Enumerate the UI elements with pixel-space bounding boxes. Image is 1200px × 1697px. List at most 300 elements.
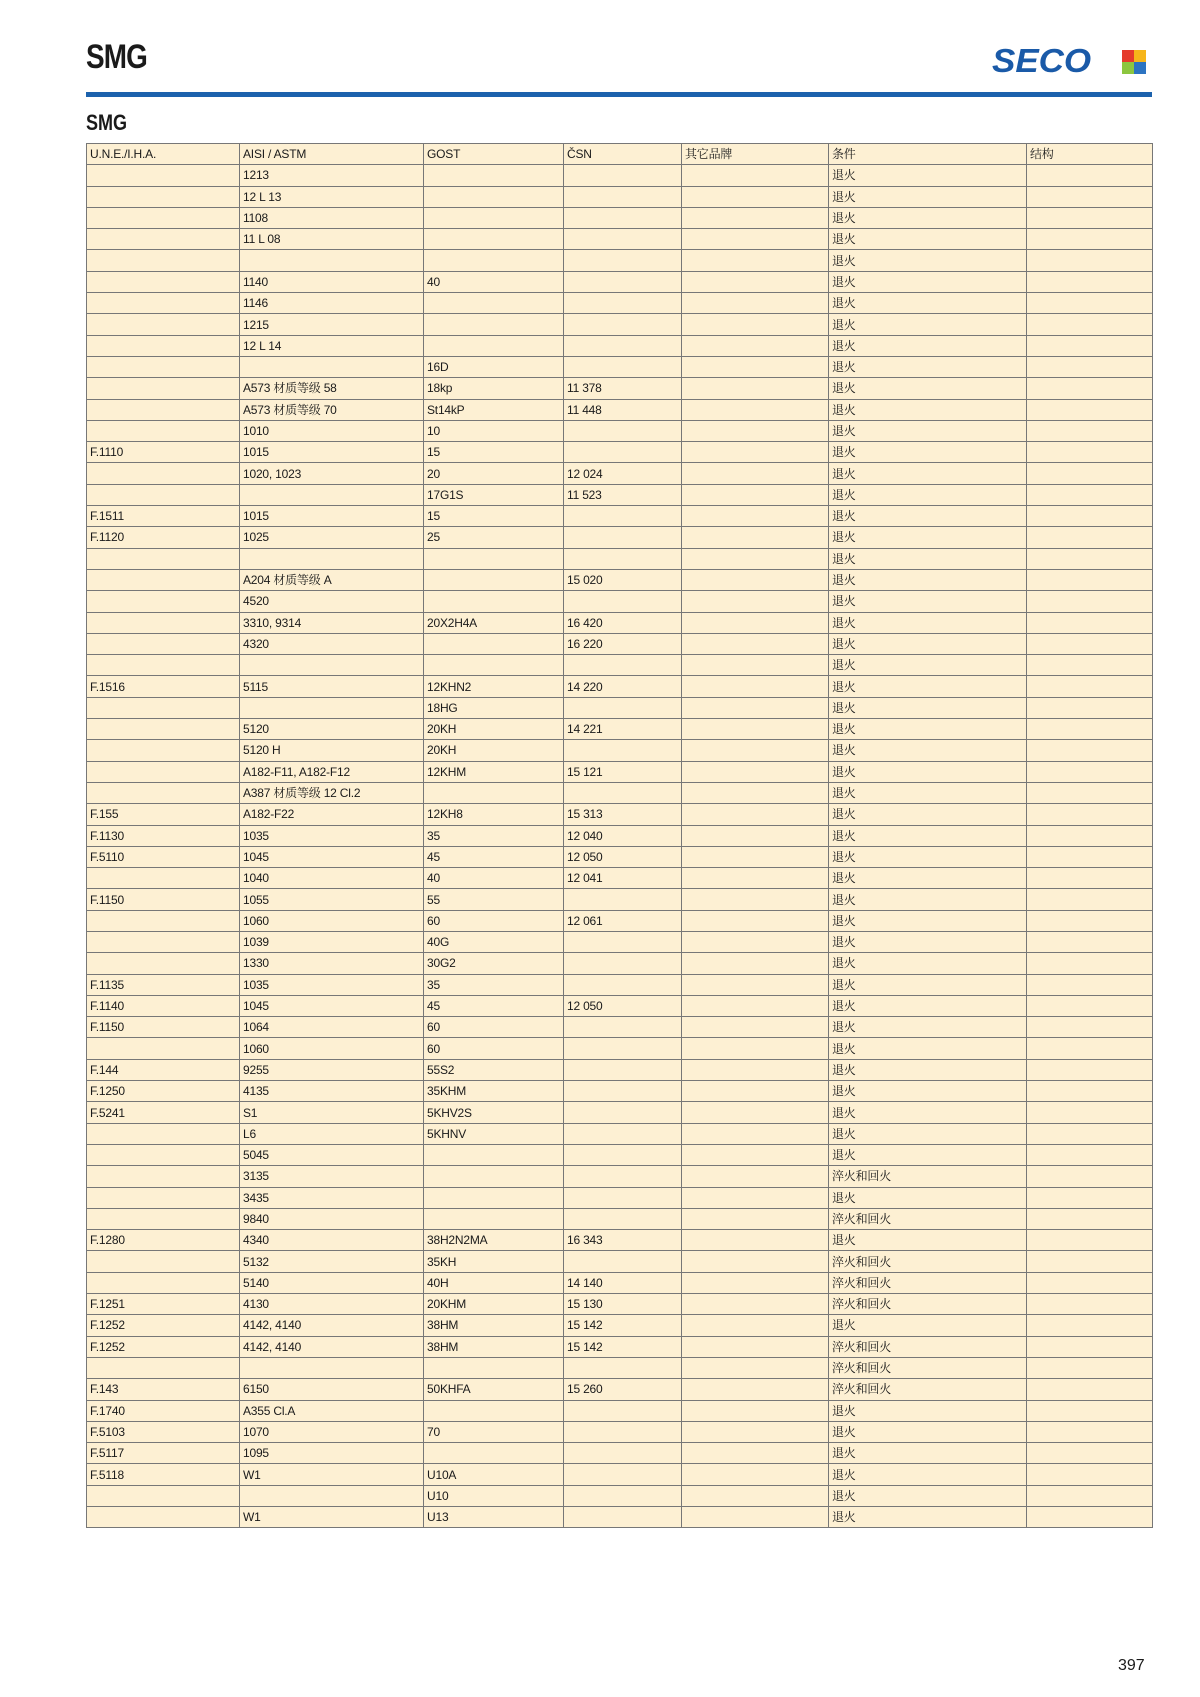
cell-une: F.1252 [87, 1336, 240, 1357]
cell-other-brands [682, 463, 829, 484]
cell-gost: 15 [424, 442, 564, 463]
cell-other-brands [682, 1081, 829, 1102]
table-row [87, 356, 1153, 377]
table-row [87, 1357, 1153, 1378]
cell-condition: 退火 [829, 1421, 1027, 1442]
cell-aisi [240, 548, 424, 569]
cell-une [87, 484, 240, 505]
table-row [87, 484, 1153, 505]
cell-une [87, 719, 240, 740]
cell-une: F.144 [87, 1059, 240, 1080]
cell-structure [1027, 1507, 1153, 1528]
cell-gost: 12KH8 [424, 804, 564, 825]
cell-other-brands [682, 1485, 829, 1506]
table-row [87, 761, 1153, 782]
cell-structure [1027, 1081, 1153, 1102]
cell-aisi [240, 1357, 424, 1378]
cell-csn [564, 889, 682, 910]
table-row [87, 868, 1153, 889]
cell-aisi: W1 [240, 1507, 424, 1528]
cell-structure [1027, 910, 1153, 931]
cell-condition: 退火 [829, 442, 1027, 463]
cell-aisi [240, 484, 424, 505]
table-row [87, 1507, 1153, 1528]
cell-une: F.5241 [87, 1102, 240, 1123]
cell-csn: 15 142 [564, 1336, 682, 1357]
col-header-une: U.N.E./I.H.A. [87, 144, 240, 165]
cell-structure [1027, 591, 1153, 612]
cell-other-brands [682, 484, 829, 505]
cell-condition: 退火 [829, 953, 1027, 974]
cell-aisi: 1010 [240, 420, 424, 441]
cell-une: F.155 [87, 804, 240, 825]
cell-gost: 60 [424, 1017, 564, 1038]
cell-other-brands [682, 1315, 829, 1336]
cell-structure [1027, 1336, 1153, 1357]
cell-condition: 退火 [829, 740, 1027, 761]
table-row [87, 250, 1153, 271]
cell-gost: 40H [424, 1272, 564, 1293]
cell-other-brands [682, 271, 829, 292]
cell-gost [424, 655, 564, 676]
cell-structure [1027, 1315, 1153, 1336]
cell-structure [1027, 399, 1153, 420]
cell-csn [564, 1443, 682, 1464]
col-header-other-brands: 其它品牌 [682, 144, 829, 165]
cell-structure [1027, 1208, 1153, 1229]
cell-other-brands [682, 186, 829, 207]
cell-structure [1027, 1166, 1153, 1187]
table-row [87, 889, 1153, 910]
cell-gost [424, 186, 564, 207]
cell-other-brands [682, 697, 829, 718]
cell-gost: 35KHM [424, 1081, 564, 1102]
cell-csn [564, 335, 682, 356]
cell-other-brands [682, 953, 829, 974]
cell-other-brands [682, 1336, 829, 1357]
cell-structure [1027, 548, 1153, 569]
cell-other-brands [682, 1166, 829, 1187]
cell-structure [1027, 442, 1153, 463]
cell-other-brands [682, 1443, 829, 1464]
cell-csn [564, 1251, 682, 1272]
cell-gost: 40 [424, 271, 564, 292]
cell-csn [564, 293, 682, 314]
cell-condition: 退火 [829, 186, 1027, 207]
cell-aisi: 3135 [240, 1166, 424, 1187]
cell-une [87, 1357, 240, 1378]
table-row [87, 1230, 1153, 1251]
cell-structure [1027, 186, 1153, 207]
cell-condition: 退火 [829, 1485, 1027, 1506]
table-row [87, 1379, 1153, 1400]
cell-aisi: A387 材质等级 12 Cl.2 [240, 782, 424, 803]
logo-q4 [1134, 62, 1146, 74]
cell-csn: 14 221 [564, 719, 682, 740]
cell-csn [564, 314, 682, 335]
cell-structure [1027, 1123, 1153, 1144]
cell-une: F.1280 [87, 1230, 240, 1251]
cell-gost: 40G [424, 931, 564, 952]
cell-condition: 淬火和回火 [829, 1379, 1027, 1400]
cell-other-brands [682, 250, 829, 271]
table-row [87, 548, 1153, 569]
cell-aisi: 1035 [240, 974, 424, 995]
table-row [87, 1144, 1153, 1165]
cell-structure [1027, 463, 1153, 484]
cell-gost: 55 [424, 889, 564, 910]
cell-gost: 38HM [424, 1336, 564, 1357]
cell-gost: 17G1S [424, 484, 564, 505]
cell-condition: 退火 [829, 229, 1027, 250]
cell-structure [1027, 931, 1153, 952]
cell-other-brands [682, 1294, 829, 1315]
cell-aisi: W1 [240, 1464, 424, 1485]
cell-structure [1027, 782, 1153, 803]
cell-une [87, 910, 240, 931]
cell-other-brands [682, 569, 829, 590]
cell-une [87, 548, 240, 569]
table-row [87, 995, 1153, 1016]
cell-other-brands [682, 740, 829, 761]
cell-condition: 退火 [829, 910, 1027, 931]
cell-condition: 退火 [829, 271, 1027, 292]
cell-aisi: 12 L 14 [240, 335, 424, 356]
cell-condition: 退火 [829, 719, 1027, 740]
cell-structure [1027, 1059, 1153, 1080]
cell-une [87, 591, 240, 612]
cell-csn [564, 697, 682, 718]
cell-gost: 10 [424, 420, 564, 441]
cell-aisi: 5115 [240, 676, 424, 697]
cell-other-brands [682, 825, 829, 846]
material-grades-table [86, 143, 1153, 1528]
cell-condition: 退火 [829, 1315, 1027, 1336]
cell-une [87, 186, 240, 207]
cell-condition: 退火 [829, 1081, 1027, 1102]
cell-condition: 退火 [829, 165, 1027, 186]
table-row [87, 740, 1153, 761]
cell-gost: 12KHN2 [424, 676, 564, 697]
cell-csn [564, 782, 682, 803]
cell-condition: 退火 [829, 335, 1027, 356]
cell-other-brands [682, 420, 829, 441]
cell-une: F.1252 [87, 1315, 240, 1336]
cell-gost: 15 [424, 506, 564, 527]
table-row [87, 591, 1153, 612]
cell-gost: 20X2H4A [424, 612, 564, 633]
cell-gost: 35 [424, 825, 564, 846]
cell-condition: 淬火和回火 [829, 1336, 1027, 1357]
cell-aisi: 3435 [240, 1187, 424, 1208]
cell-une [87, 420, 240, 441]
cell-csn: 11 448 [564, 399, 682, 420]
cell-condition: 退火 [829, 825, 1027, 846]
cell-other-brands [682, 1251, 829, 1272]
cell-condition: 退火 [829, 804, 1027, 825]
cell-condition: 退火 [829, 868, 1027, 889]
cell-structure [1027, 1187, 1153, 1208]
cell-aisi: 1035 [240, 825, 424, 846]
cell-structure [1027, 1251, 1153, 1272]
cell-condition: 退火 [829, 931, 1027, 952]
cell-other-brands [682, 846, 829, 867]
table-row [87, 420, 1153, 441]
cell-structure [1027, 633, 1153, 654]
cell-gost [424, 1357, 564, 1378]
cell-une [87, 761, 240, 782]
cell-structure [1027, 846, 1153, 867]
cell-structure [1027, 1379, 1153, 1400]
cell-structure [1027, 1144, 1153, 1165]
cell-aisi: 4520 [240, 591, 424, 612]
table-row [87, 506, 1153, 527]
cell-condition: 退火 [829, 1230, 1027, 1251]
cell-other-brands [682, 442, 829, 463]
cell-other-brands [682, 165, 829, 186]
cell-une [87, 612, 240, 633]
col-header-aisi: AISI / ASTM [240, 144, 424, 165]
cell-une [87, 633, 240, 654]
cell-csn [564, 1421, 682, 1442]
cell-other-brands [682, 889, 829, 910]
cell-structure [1027, 761, 1153, 782]
cell-aisi: 1330 [240, 953, 424, 974]
cell-une [87, 655, 240, 676]
table-row [87, 293, 1153, 314]
cell-gost: 18HG [424, 697, 564, 718]
cell-une [87, 399, 240, 420]
cell-structure [1027, 420, 1153, 441]
cell-structure [1027, 974, 1153, 995]
cell-condition: 退火 [829, 420, 1027, 441]
cell-une: F.5103 [87, 1421, 240, 1442]
cell-other-brands [682, 910, 829, 931]
table-row [87, 569, 1153, 590]
cell-une: F.5118 [87, 1464, 240, 1485]
cell-une [87, 1123, 240, 1144]
cell-csn: 12 040 [564, 825, 682, 846]
cell-une [87, 356, 240, 377]
table-row [87, 1017, 1153, 1038]
cell-structure [1027, 868, 1153, 889]
cell-csn [564, 165, 682, 186]
cell-une [87, 569, 240, 590]
cell-structure [1027, 1272, 1153, 1293]
cell-condition: 退火 [829, 1123, 1027, 1144]
cell-other-brands [682, 1123, 829, 1144]
cell-une [87, 1251, 240, 1272]
cell-other-brands [682, 378, 829, 399]
cell-une [87, 463, 240, 484]
cell-gost [424, 1208, 564, 1229]
table-row [87, 378, 1153, 399]
cell-condition: 退火 [829, 889, 1027, 910]
cell-other-brands [682, 655, 829, 676]
cell-structure [1027, 1230, 1153, 1251]
cell-aisi: 5120 [240, 719, 424, 740]
cell-csn [564, 1059, 682, 1080]
cell-csn [564, 740, 682, 761]
cell-other-brands [682, 974, 829, 995]
cell-une [87, 1272, 240, 1293]
cell-other-brands [682, 1208, 829, 1229]
table-row [87, 1102, 1153, 1123]
cell-gost: 20KH [424, 719, 564, 740]
cell-aisi: 1140 [240, 271, 424, 292]
cell-une: F.1120 [87, 527, 240, 548]
cell-condition: 退火 [829, 1507, 1027, 1528]
cell-condition: 退火 [829, 1038, 1027, 1059]
header-rule [86, 92, 1152, 97]
cell-aisi [240, 697, 424, 718]
cell-csn: 12 050 [564, 995, 682, 1016]
cell-gost: 50KHFA [424, 1379, 564, 1400]
cell-other-brands [682, 506, 829, 527]
cell-aisi: 9255 [240, 1059, 424, 1080]
cell-structure [1027, 1357, 1153, 1378]
cell-structure [1027, 165, 1153, 186]
cell-une [87, 207, 240, 228]
cell-gost: 55S2 [424, 1059, 564, 1080]
cell-other-brands [682, 1507, 829, 1528]
cell-aisi: 1025 [240, 527, 424, 548]
table-row [87, 910, 1153, 931]
cell-condition: 退火 [829, 782, 1027, 803]
cell-gost: 5KHNV [424, 1123, 564, 1144]
cell-aisi [240, 356, 424, 377]
logo-q3 [1122, 62, 1134, 74]
cell-condition: 退火 [829, 463, 1027, 484]
cell-structure [1027, 995, 1153, 1016]
cell-aisi: 1015 [240, 442, 424, 463]
cell-gost [424, 569, 564, 590]
cell-aisi: L6 [240, 1123, 424, 1144]
cell-aisi: 5132 [240, 1251, 424, 1272]
cell-gost [424, 1443, 564, 1464]
cell-structure [1027, 825, 1153, 846]
table-row [87, 1123, 1153, 1144]
cell-aisi: A573 材质等级 58 [240, 378, 424, 399]
cell-gost: 40 [424, 868, 564, 889]
cell-csn [564, 1357, 682, 1378]
cell-une [87, 314, 240, 335]
cell-une [87, 165, 240, 186]
cell-condition: 淬火和回火 [829, 1294, 1027, 1315]
cell-condition: 退火 [829, 1400, 1027, 1421]
page-title: SMG [86, 38, 148, 76]
cell-structure [1027, 506, 1153, 527]
cell-aisi: A182-F11, A182-F12 [240, 761, 424, 782]
cell-une: F.1130 [87, 825, 240, 846]
cell-aisi: 5140 [240, 1272, 424, 1293]
cell-une: F.5117 [87, 1443, 240, 1464]
cell-aisi: 1215 [240, 314, 424, 335]
cell-other-brands [682, 931, 829, 952]
cell-gost: 30G2 [424, 953, 564, 974]
cell-structure [1027, 719, 1153, 740]
cell-aisi: 9840 [240, 1208, 424, 1229]
cell-gost: 38HM [424, 1315, 564, 1336]
cell-condition: 退火 [829, 1464, 1027, 1485]
cell-gost [424, 250, 564, 271]
cell-gost: 60 [424, 910, 564, 931]
cell-structure [1027, 293, 1153, 314]
cell-csn [564, 1464, 682, 1485]
table-header-row [87, 144, 1153, 165]
cell-une [87, 868, 240, 889]
cell-aisi: 1039 [240, 931, 424, 952]
cell-gost [424, 782, 564, 803]
table-row [87, 1294, 1153, 1315]
cell-aisi: 4142, 4140 [240, 1336, 424, 1357]
cell-structure [1027, 612, 1153, 633]
cell-aisi: 1213 [240, 165, 424, 186]
logo-wordmark: SECO [992, 42, 1092, 79]
cell-other-brands [682, 782, 829, 803]
table-row [87, 1166, 1153, 1187]
cell-gost [424, 314, 564, 335]
cell-csn [564, 1507, 682, 1528]
table-row [87, 697, 1153, 718]
cell-condition: 淬火和回火 [829, 1357, 1027, 1378]
cell-other-brands [682, 1102, 829, 1123]
cell-other-brands [682, 356, 829, 377]
cell-csn [564, 442, 682, 463]
cell-une [87, 740, 240, 761]
table-row [87, 271, 1153, 292]
cell-other-brands [682, 868, 829, 889]
cell-csn: 11 378 [564, 378, 682, 399]
cell-aisi: 12 L 13 [240, 186, 424, 207]
table-row [87, 1400, 1153, 1421]
table-row [87, 1464, 1153, 1485]
cell-gost [424, 1144, 564, 1165]
cell-aisi: 3310, 9314 [240, 612, 424, 633]
cell-gost [424, 293, 564, 314]
table-body [87, 165, 1153, 1528]
cell-gost: 60 [424, 1038, 564, 1059]
cell-csn [564, 1038, 682, 1059]
table-row [87, 655, 1153, 676]
cell-csn: 12 041 [564, 868, 682, 889]
cell-aisi [240, 1485, 424, 1506]
cell-aisi: A355 Cl.A [240, 1400, 424, 1421]
cell-gost [424, 1400, 564, 1421]
table-row [87, 229, 1153, 250]
cell-structure [1027, 378, 1153, 399]
cell-condition: 退火 [829, 676, 1027, 697]
cell-gost [424, 548, 564, 569]
cell-une [87, 293, 240, 314]
cell-une: F.1110 [87, 442, 240, 463]
cell-gost [424, 591, 564, 612]
cell-csn: 16 220 [564, 633, 682, 654]
cell-une [87, 229, 240, 250]
cell-structure [1027, 1443, 1153, 1464]
cell-aisi: A573 材质等级 70 [240, 399, 424, 420]
cell-aisi: 1060 [240, 910, 424, 931]
cell-condition: 退火 [829, 356, 1027, 377]
cell-gost [424, 229, 564, 250]
cell-other-brands [682, 1059, 829, 1080]
cell-une [87, 953, 240, 974]
cell-aisi [240, 250, 424, 271]
cell-structure [1027, 356, 1153, 377]
cell-gost: 5KHV2S [424, 1102, 564, 1123]
cell-csn: 15 260 [564, 1379, 682, 1400]
cell-csn [564, 655, 682, 676]
